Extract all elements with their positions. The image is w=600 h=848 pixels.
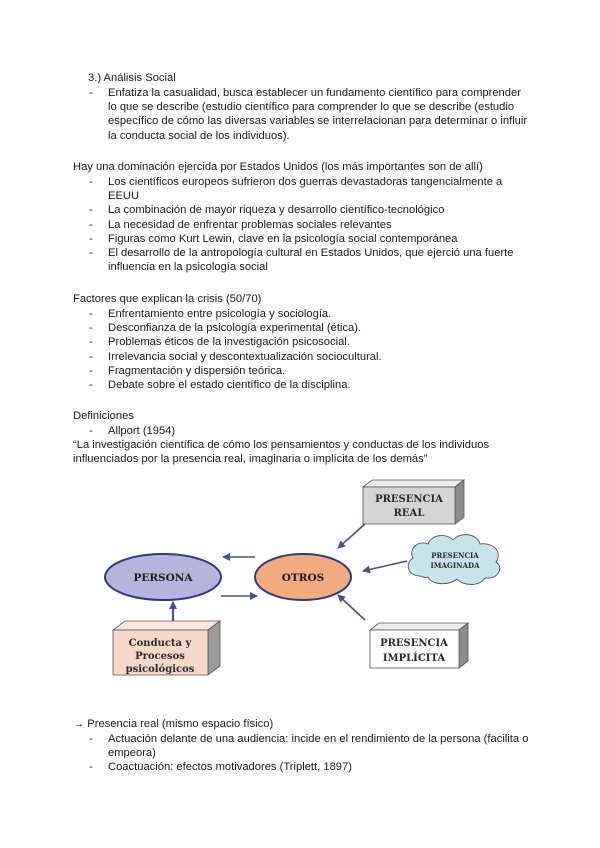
otros-label: OTROS — [281, 572, 325, 584]
list-item-line: Coactuación: efectos motivadores (Triplett, 1897) — [108, 761, 352, 774]
list-item-line: lo que se describe (estudio científico para comprender lo que se describe (estudio — [108, 101, 515, 114]
list-item-line: El desarrollo de la antropología cultural en Estados Unidos, que ejerció una fuerte — [108, 247, 514, 260]
arrow-real-to-otros — [338, 524, 365, 548]
bullet-dash: - — [89, 232, 93, 245]
presencia-implicita-label: PRESENCIA — [380, 638, 448, 649]
list-item-line: empeora) — [108, 747, 156, 760]
quote — [73, 438, 553, 466]
quote-line: “La investigación científica de cómo los pensamientos y conductas de los individuos — [73, 439, 490, 451]
list-item — [89, 86, 549, 143]
presencia-real-label: REAL — [393, 508, 425, 519]
bullet-dash: - — [89, 204, 93, 217]
list-item-line: Fragmentación y dispersión teórica. — [108, 364, 286, 377]
list-item — [89, 203, 549, 217]
list-item-line: específico de cómo las diversas variables se interrelacionan para determinar o influir — [108, 115, 528, 128]
bullet-list — [89, 424, 549, 438]
bullet-dash: - — [89, 87, 93, 99]
bullet-dash: - — [89, 218, 93, 231]
quote-line: influenciados por la presencia real, imaginaria o implícita de los demás” — [73, 453, 428, 466]
presencia-imaginada-label: PRESENCIA — [431, 551, 479, 560]
paragraph: Factores que explican la crisis (50/70) — [73, 293, 262, 305]
bullet-dash: - — [89, 425, 93, 437]
presencia-real-label: PRESENCIA — [375, 494, 443, 505]
list-item — [89, 732, 549, 760]
bullet-dash: - — [89, 247, 93, 260]
list-item-line: Debate sobre el estado científico de la disciplina. — [108, 379, 351, 392]
list-item-line: Enfatiza la casualidad, busca establecer un fundamento científico para comprender — [108, 87, 521, 99]
list-item — [89, 232, 549, 246]
list-item-line: Allport (1954) — [108, 425, 176, 437]
list-item-line: Enfrentamiento entre psicología y sociología. — [108, 308, 332, 320]
list-item — [89, 175, 549, 203]
bullet-list — [89, 732, 549, 775]
bullet-list — [89, 175, 549, 274]
persona-label: PERSONA — [133, 572, 193, 584]
list-item — [89, 424, 549, 438]
presencia-implicita-label: IMPLÍCITA — [382, 653, 446, 664]
section-heading: Definiciones — [73, 410, 134, 422]
list-item-line: Actuación delante de una audiencia: incide en el rendimiento de la persona (facilita o — [108, 733, 529, 745]
arrow-imaginada-to-otros — [363, 561, 407, 571]
list-item-line: Los científicos europeos sufrieron dos guerras devastadoras tangencialmente a — [108, 176, 503, 188]
conducta-label: Conducta y — [128, 638, 192, 649]
list-item-line: influencia en la psicología social — [108, 261, 268, 274]
list-item — [89, 321, 549, 335]
conducta-label: Procesos — [135, 651, 185, 662]
bullet-dash: - — [89, 733, 93, 745]
list-item-line: La combinación de mayor riqueza y desarrollo científico-tecnológico — [108, 204, 445, 217]
bullet-list — [89, 86, 549, 143]
list-item — [89, 335, 549, 349]
bullet-dash: - — [89, 176, 93, 188]
section-heading: → Presencia real (mismo espacio físico) — [73, 718, 274, 730]
list-item — [89, 378, 549, 392]
bullet-dash: - — [89, 350, 93, 363]
bullet-dash: - — [89, 761, 93, 774]
list-item-line: La necesidad de enfrentar problemas sociales relevantes — [108, 218, 392, 231]
list-item — [89, 307, 549, 321]
bullet-dash: - — [89, 308, 93, 320]
presencia-imaginada-label: IMAGINADA — [430, 561, 480, 570]
bullet-list — [89, 307, 549, 392]
list-item-line: Desconfianza de la psicología experimental (ética). — [108, 322, 362, 335]
social-influence-diagram — [95, 478, 515, 678]
section-heading: 3.) Análisis Social — [88, 72, 176, 84]
list-item — [89, 760, 549, 774]
diagram-svg — [95, 478, 515, 678]
list-item-line: Figuras como Kurt Lewin, clave en la psicología social contemporánea — [108, 232, 458, 245]
list-item — [89, 218, 549, 232]
bullet-dash: - — [89, 379, 93, 392]
list-item-line: Irrelevancia social y descontextualización sociocultural. — [108, 350, 382, 363]
list-item-line: EEUU — [108, 190, 140, 203]
bullet-dash: - — [89, 364, 93, 377]
bullet-dash: - — [89, 322, 93, 335]
arrow-implicita-to-otros — [338, 595, 365, 620]
list-item — [89, 246, 549, 274]
list-item — [89, 350, 549, 364]
bullet-dash: - — [89, 336, 93, 349]
list-item — [89, 364, 549, 378]
list-item-line: la conducta social de los individuos). — [108, 129, 290, 142]
conducta-label: psicológicos — [125, 664, 195, 675]
paragraph: Hay una dominación ejercida por Estados Unidos (los más importantes son de allí) — [73, 161, 483, 173]
list-item-line: Problemas éticos de la investigación psicosocial. — [108, 336, 350, 349]
